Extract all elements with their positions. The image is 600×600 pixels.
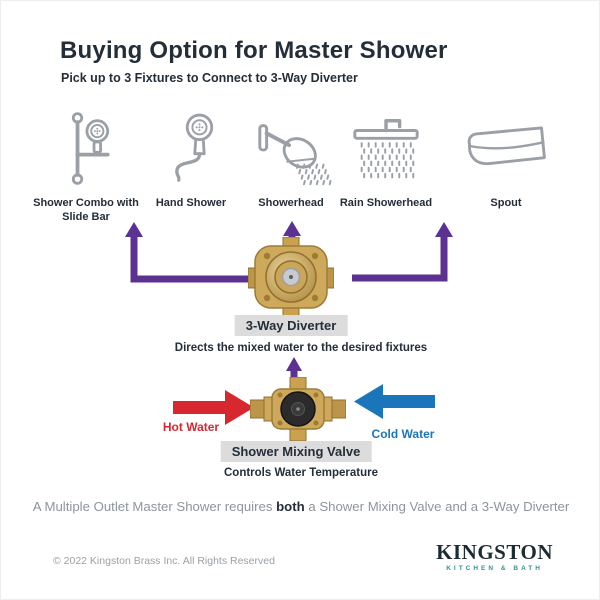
copyright-text: © 2022 Kingston Brass Inc. All Rights Reserved [53,555,275,567]
fixture-label: Rain Showerhead [339,197,433,209]
hand-shower-icon [136,106,246,192]
fixture-rain-showerhead [331,106,441,211]
rain-drops [362,143,414,177]
diverter-caption: Directs the mixed water to the desired fixtures [174,342,428,354]
shower-mixing-valve [250,377,346,441]
requirement-note [1,499,600,514]
fixture-label: Shower Combo with Slide Bar [33,197,139,223]
showerhead-icon [236,106,346,192]
diverter-label-badge: 3-Way Diverter [235,315,348,336]
page-subtitle: Pick up to 3 Fixtures to Connect to 3-Way Diverter [61,71,358,85]
note-bold: both [276,499,305,514]
fixture-label: Spout [490,197,522,209]
fixture-showerhead [236,106,346,211]
page-title: Buying Option for Master Shower [60,37,448,64]
fixture-label: Hand Shower [155,197,227,209]
hot-water-label: Hot Water [162,420,220,434]
fixture-spout [451,106,561,211]
kingston-logo [436,542,553,572]
brand-name: KINGSTON [436,540,553,564]
fixture-label: Showerhead [258,197,324,209]
rain-showerhead-icon [331,106,441,192]
shower-combo-slide-bar-icon [26,106,146,192]
three-way-diverter-valve [248,237,334,317]
fixture-shower-combo [26,106,146,225]
note-part1: A Multiple Outlet Master Shower requires [32,499,277,514]
brand-subtitle: KITCHEN & BATH [446,565,543,572]
fixture-hand-shower [136,106,246,211]
cold-water-label: Cold Water [371,427,435,441]
mixing-valve-caption: Controls Water Temperature [224,467,378,479]
cold-water-arrow [354,384,435,419]
mixing-valve-label-badge: Shower Mixing Valve [221,441,372,462]
spout-icon [451,106,561,192]
note-part2: a Shower Mixing Valve and a 3-Way Diverter [304,499,570,514]
